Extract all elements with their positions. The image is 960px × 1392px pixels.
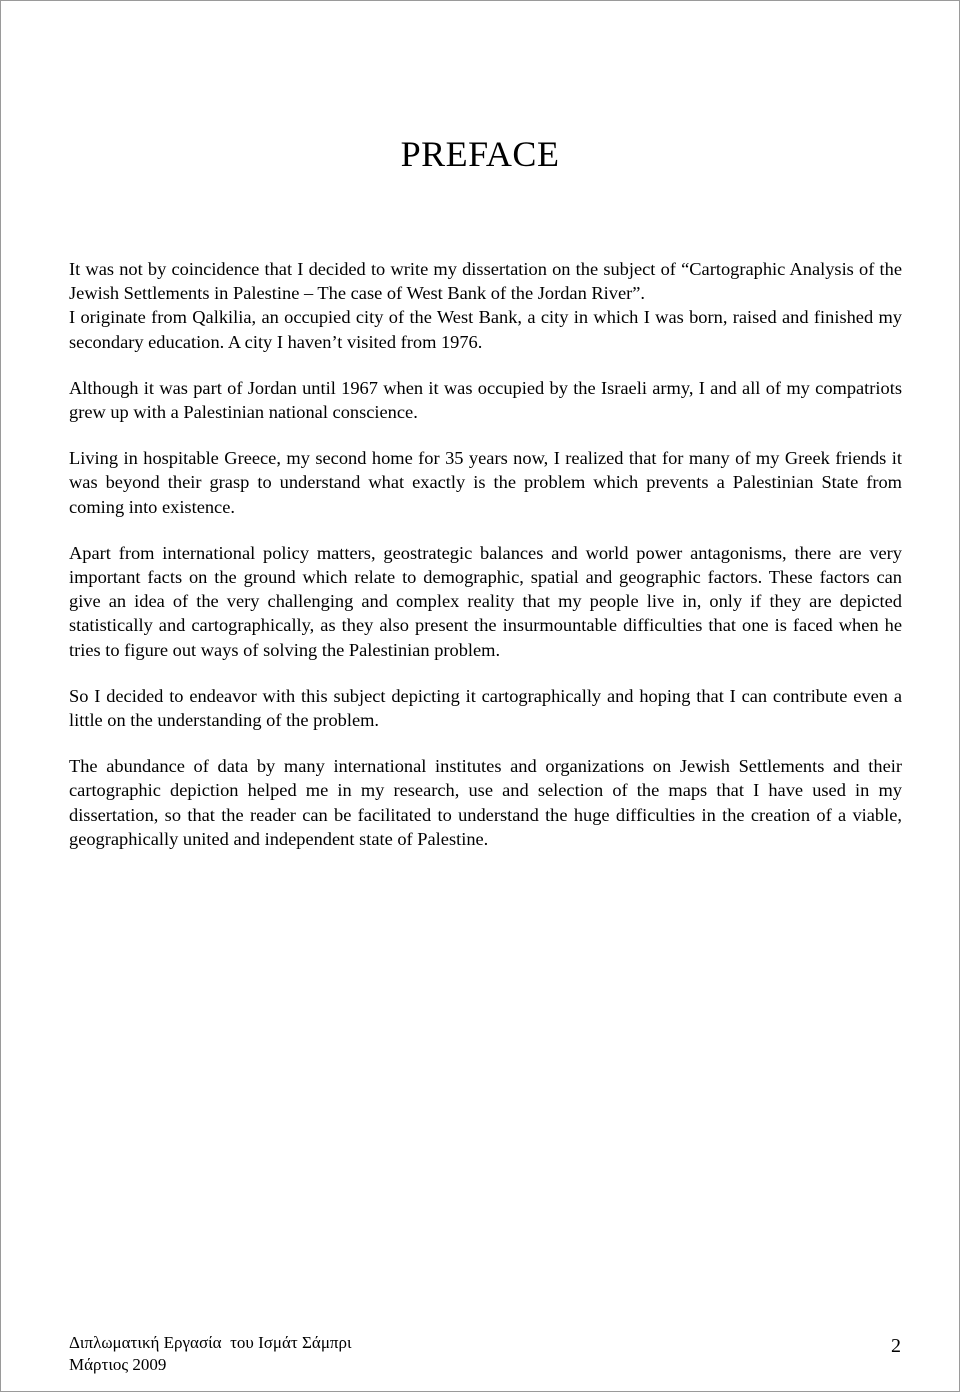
footer-date-line: Μάρτιος 2009 <box>69 1355 167 1374</box>
page-title: PREFACE <box>400 134 560 174</box>
paragraph-5: Apart from international policy matters, geostrategic balances and world power antagonisms, there are very important facts on the ground which relate to demographic, spatial and geographic factors. These factors can give an idea of the very challenging and complex reality that my people live in, only if they are depicted statistically and cartographically, as they also present the insurmountable difficulties that one is faced when he tries to figure out ways of solving the Palestinian problem. <box>69 542 902 660</box>
paragraph-6: So I decided to endeavor with this subject depicting it cartographically and hoping that I can contribute even a little on the understanding of the problem. <box>69 685 902 731</box>
footer-thesis-line: Διπλωματική Εργασία του Ισμάτ Σάμπρι <box>69 1333 352 1352</box>
paragraph-2: I originate from Qalkilia, an occupied city of the West Bank, a city in which I was born, raised and finished my secondary education. A city I haven’t visited from 1976. <box>69 307 902 352</box>
paragraph-1: It was not by coincidence that I decided to write my dissertation on the subject of “Cartographic Analysis of the Jewish Settlements in Palestine – The case of West Bank of the Jordan River”. <box>69 259 902 304</box>
preface-body <box>69 257 902 873</box>
page-number: 2 <box>891 1335 901 1357</box>
paragraph-4: Living in hospitable Greece, my second home for 35 years now, I realized that for many of my Greek friends it was beyond their grasp to understand what exactly is the problem which prevents a Palestinian State from coming into existence. <box>69 448 902 517</box>
paragraph-7: The abundance of data by many international institutes and organizations on Jewish Settlements and their cartographic depiction helped me in my research, use and selection of the maps that I have used in my dissertation, so that the reader can be facilitated to understand the huge difficulties in the creation of a viable, geographically united and independent state of Palestine. <box>69 756 902 849</box>
paragraph-3: Although it was part of Jordan until 1967 when it was occupied by the Israeli army, I and all of my compatriots grew up with a Palestinian national conscience. <box>69 377 902 423</box>
footer <box>69 1332 352 1376</box>
